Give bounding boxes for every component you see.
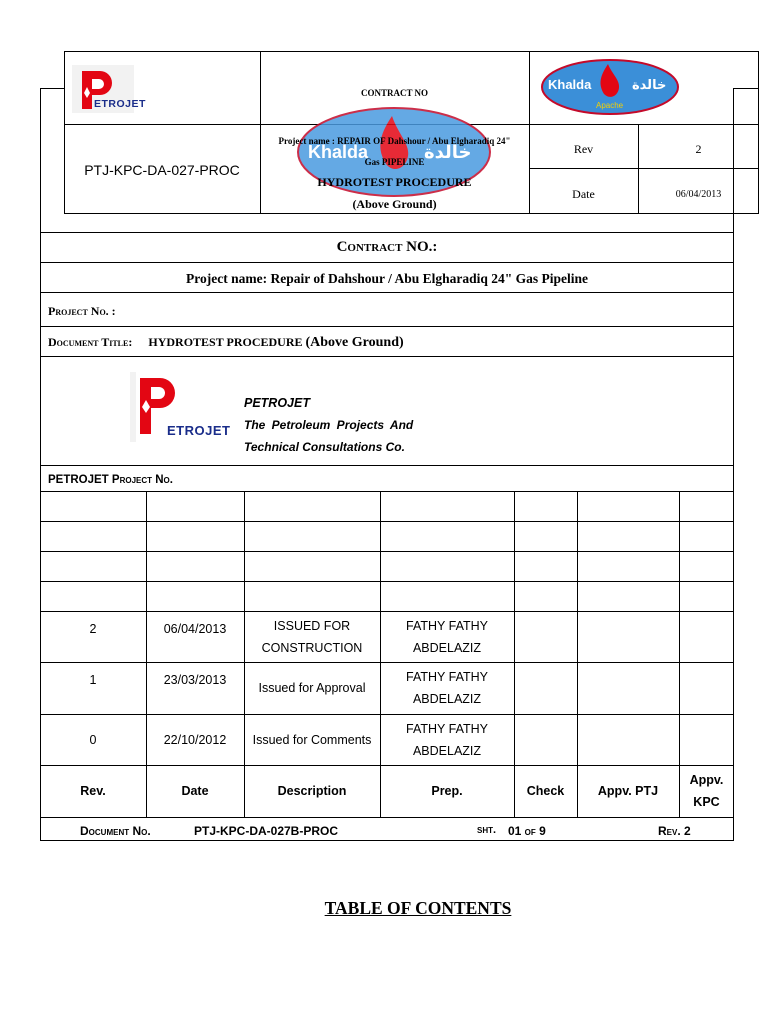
grid-line (40, 581, 734, 582)
prep-cell (380, 611, 514, 662)
prep-line: ABDELAZIZ (412, 743, 482, 758)
col-header-appv-ptj: Appv. PTJ (597, 784, 659, 798)
row-divider (40, 326, 734, 327)
col-header-prep: Prep. (431, 784, 463, 798)
doc-title-value: HYDROTEST PROCEDURE (148, 335, 303, 349)
project-name-value: Repair of Dahshour / Abu Elgharadiq 24" Gas Pipeline (270, 271, 589, 286)
footer-doc-no-label: Document No. (80, 824, 151, 838)
row-divider (40, 262, 734, 263)
description-line: Issued for Approval (258, 681, 366, 695)
petrojet-project-no-text: PETROJET Project No. (48, 474, 173, 486)
petrojet-project-no-label (48, 474, 173, 486)
prep-line: ABDELAZIZ (412, 640, 482, 655)
grid-line (40, 521, 734, 522)
header-project-line2: Gas PIPELINE (364, 157, 425, 167)
col-header-check: Check (526, 784, 565, 798)
khalda-en-text: Khalda (548, 77, 592, 92)
doc-title-row (48, 335, 404, 351)
petrojet-logo-large (130, 372, 234, 442)
header-divider (529, 168, 759, 169)
footer-sht-value: 01 of 9 (508, 824, 546, 838)
contract-heading-text: Contract NO.: (336, 239, 438, 255)
prep-line: FATHY FATHY (406, 618, 488, 633)
doc-title-label: Document Title: (48, 335, 133, 349)
cover-border-top (40, 88, 64, 89)
footer-doc-no-value: PTJ-KPC-DA-027B-PROC (194, 824, 339, 838)
header-doc-code: PTJ-KPC-DA-027-PROC (84, 162, 240, 178)
rev-cell: 0 (89, 732, 97, 747)
prep-line: FATHY FATHY (406, 670, 488, 684)
row-divider (40, 356, 734, 357)
row-divider (40, 491, 734, 492)
header-rev-value: 2 (695, 142, 702, 156)
prep-cell (380, 714, 514, 765)
petrojet-logo-small (72, 65, 180, 113)
rev-cell: 2 (89, 622, 97, 636)
company-line1: The Petroleum Projects And (244, 418, 414, 432)
toc-title: TABLE OF CONTENTS (324, 898, 512, 918)
khalda-logo-header (540, 58, 680, 116)
prep-line: FATHY FATHY (406, 721, 488, 736)
petrojet-large-text: ETROJET (167, 423, 231, 438)
company-name: PETROJET (244, 396, 310, 410)
col-header-date: Date (181, 784, 209, 798)
row-divider (40, 465, 734, 466)
company-line2: Technical Consultations Co. (244, 440, 405, 454)
col-header-rev: Rev. (80, 784, 106, 798)
header-title-line2: (Above Ground) (352, 197, 437, 211)
header-date-value: 06/04/2013 (675, 189, 722, 200)
rev-cell: 1 (89, 673, 97, 687)
description-line: ISSUED FOR (273, 618, 351, 633)
prep-cell (380, 662, 514, 714)
footer-rev: Rev. 2 (658, 824, 691, 838)
col-header-description: Description (277, 784, 347, 798)
contract-heading (40, 239, 734, 256)
description-line: Issued for Comments (252, 732, 372, 747)
project-name-label: Project name: (185, 271, 268, 286)
grid-line (40, 551, 734, 552)
date-cell: 22/10/2012 (163, 732, 227, 747)
cover-border-bottom (40, 840, 734, 841)
khalda-ar-text: خالدة (632, 78, 667, 93)
header-title-line1: HYDROTEST PROCEDURE (317, 175, 472, 189)
prep-line: ABDELAZIZ (412, 692, 482, 706)
description-cell (244, 662, 380, 714)
grid-line (40, 817, 734, 818)
row-divider (40, 292, 734, 293)
description-cell (244, 611, 380, 662)
header-divider (260, 51, 261, 214)
row-divider (40, 232, 734, 233)
header-project-line1: Project name : REPAIR OF Dahshour / Abu Elgharadiq 24" (278, 136, 511, 146)
col-header-appv-kpc: Appv. KPC (689, 773, 724, 809)
doc-title-paren: (Above Ground) (305, 335, 404, 350)
header-divider (638, 124, 639, 214)
header-rev-label: Rev (573, 142, 594, 156)
header-date-label: Date (572, 187, 595, 201)
petrojet-logo-text: ETROJET (94, 98, 146, 110)
footer-sht-label: sht. (477, 824, 497, 836)
project-name-row (40, 271, 734, 287)
khalda-sub-text: Apache (596, 101, 624, 110)
description-cell (244, 714, 380, 765)
description-line: CONSTRUCTION (261, 640, 363, 655)
date-cell: 23/03/2013 (163, 673, 227, 687)
date-cell: 06/04/2013 (163, 622, 227, 636)
svg-text:Khalda: Khalda (308, 142, 369, 162)
svg-text:خالدة: خالدة (424, 142, 472, 163)
project-no-label: Project No. : (48, 304, 116, 318)
khalda-emblem-icon (540, 58, 680, 116)
cover-border-top (733, 88, 759, 89)
contract-no-label: CONTRACT NO (360, 88, 429, 98)
